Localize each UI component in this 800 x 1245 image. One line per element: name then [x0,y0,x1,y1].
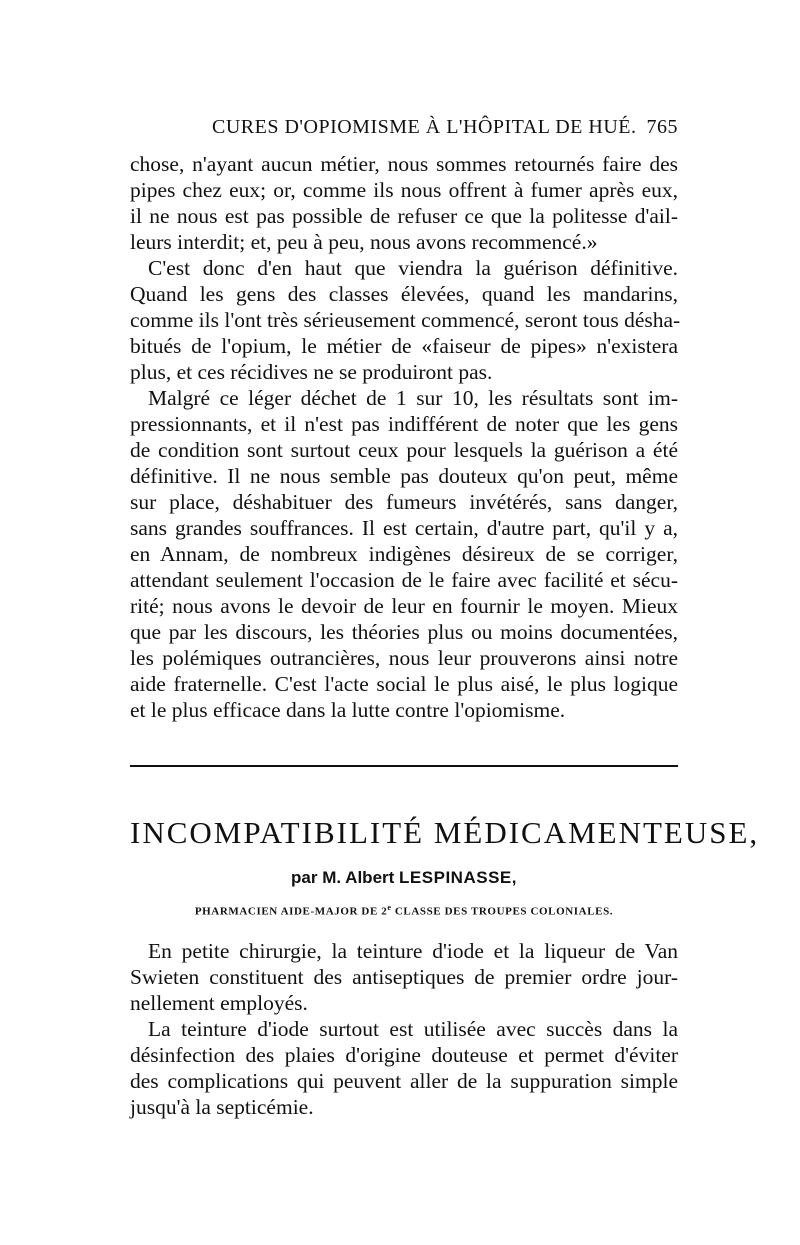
text-line: en Annam, de nombreux indigènes désireux de se corriger, [130,542,678,566]
affiliation-text: PHARMACIEN AIDE-MAJOR DE 2 [194,905,388,918]
section-divider [130,765,678,767]
affiliation-superscript: e [387,903,392,912]
text-line: sur place, déshabituer des fumeurs invétérés, sans danger, [130,490,678,514]
text-line: Swieten constituent des antiseptiques de premier ordre jour- [130,965,678,989]
text-line: comme ils l'ont très sérieusement commencé, seront tous désha- [130,308,681,332]
text-line: et le plus efficace dans la lutte contre l'opiomisme. [130,698,566,722]
author-affiliation [130,903,678,918]
text-line: les polémiques outrancières, nous leur prouverons ainsi notre [130,646,678,670]
text-line: C'est donc d'en haut que viendra la guérison définitive. [148,256,678,280]
text-line: que par les discours, les théories plus ou moins documentées, [130,620,678,644]
text-line: aide fraternelle. C'est l'acte social le plus aisé, le plus logique [130,672,678,696]
text-line: Quand les gens des classes élevées, quand les mandarins, [130,282,678,306]
byline-prefix: par M. Albert [291,868,395,887]
text-line: chose, n'ayant aucun métier, nous sommes retournés faire des [130,152,678,176]
page-number: 765 [646,116,678,138]
text-line: rité; nous avons le devoir de leur en fournir le moyen. Mieux [130,594,678,618]
text-line: bitués de l'opium, le métier de «faiseur de pipes» n'existera [130,334,678,358]
affiliation-text-end: CLASSE DES TROUPES COLONIALES. [391,905,614,918]
running-title: CURES D'OPIOMISME À L'HÔPITAL DE HUÉ. [212,116,637,138]
running-header [130,116,678,140]
text-line: La teinture d'iode surtout est utilisée avec succès dans la [148,1017,678,1041]
text-line: leurs interdit; et, peu à peu, nous avons recommencé.» [130,230,598,254]
text-line: sans grandes souffrances. Il est certain, d'autre part, qu'il y a, [130,516,678,540]
text-line: pipes chez eux; or, comme ils nous offrent à fumer après eux, [130,178,678,202]
text-line: il ne nous est pas possible de refuser ce que la politesse d'ail- [130,204,678,228]
text-line: plus, et ces récidives ne se produiront pas. [130,360,493,384]
text-line: de condition sont surtout ceux pour lesquels la guérison a été [130,438,678,462]
text-line: désinfection des plaies d'origine douteuse et permet d'éviter [130,1043,678,1067]
previous-article-text [130,151,681,723]
text-line: des complications qui peuvent aller de la suppuration simple [130,1069,678,1093]
text-line: pressionnants, et il n'est pas indifférent de noter que les gens [130,412,678,436]
text-line: Malgré ce léger déchet de 1 sur 10, les résultats sont im- [148,386,678,410]
text-line: nellement employés. [130,991,308,1015]
article-text [130,938,678,1120]
byline [130,868,678,888]
author-name: LESPINASSE, [399,868,517,887]
article-title: INCOMPATIBILITÉ MÉDICAMENTEUSE, [130,815,760,850]
text-line: jusqu'à la septicémie. [130,1095,314,1119]
text-line: définitive. Il ne nous semble pas douteux qu'on peut, même [130,464,678,488]
text-line: En petite chirurgie, la teinture d'iode et la liqueur de Van [148,939,678,963]
text-line: attendant seulement l'occasion de le faire avec facilité et sécu- [130,568,678,592]
